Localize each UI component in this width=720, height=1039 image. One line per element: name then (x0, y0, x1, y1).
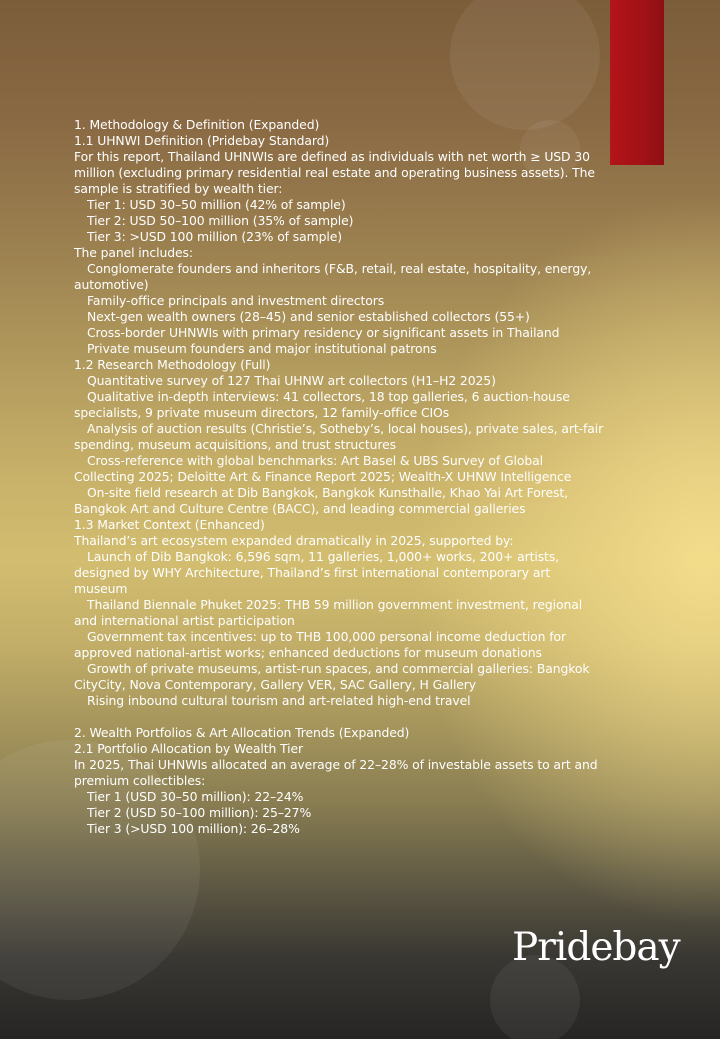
list-item: Next-gen wealth owners (28–45) and senior established collectors (55+) (87, 309, 530, 324)
list-item: Quantitative survey of 127 Thai UHNW art collectors (H1–H2 2025) (87, 373, 496, 388)
paragraph: Thailand’s art ecosystem expanded dramatically in 2025, supported by: (74, 533, 514, 548)
list-item: Tier 3 (>USD 100 million): 26–28% (87, 821, 300, 836)
section-heading: 2. Wealth Portfolios & Art Allocation Trends (Expanded) (74, 725, 410, 740)
list-item: Cross-reference with global benchmarks: Art Basel & UBS Survey of Global Collecting 2025; Deloitte Art & Finance Report 2025; Wealth-X UHNW Intelligence (74, 453, 572, 484)
list-item: Rising inbound cultural tourism and art-related high-end travel (87, 693, 471, 708)
list-item: Tier 1: USD 30–50 million (42% of sample) (87, 197, 346, 212)
accent-bar (610, 0, 664, 165)
list-item: Launch of Dib Bangkok: 6,596 sqm, 11 galleries, 1,000+ works, 200+ artists, designed by WHY Architecture, Thailand’s first international contemporary art museum (74, 549, 560, 596)
list-item: Qualitative in-depth interviews: 41 collectors, 18 top galleries, 6 auction-house specialists, 9 private museum directors, 12 family-office CIOs (74, 389, 570, 420)
section-spacer (74, 709, 604, 725)
subsection-title: 2.1 Portfolio Allocation by Wealth Tier (74, 741, 303, 756)
decorative-circle (450, 0, 600, 130)
list-item: Thailand Biennale Phuket 2025: THB 59 million government investment, regional and international artist participation (74, 597, 583, 628)
list-item: Analysis of auction results (Christie’s, Sotheby’s, local houses), private sales, art-fair spending, museum acquisitions, and trust structures (74, 421, 604, 452)
list-item: Tier 1 (USD 30–50 million): 22–24% (87, 789, 304, 804)
list-item: On-site field research at Dib Bangkok, Bangkok Kunsthalle, Khao Yai Art Forest, Bangkok Art and Culture Centre (BACC), and leading commercial galleries (74, 485, 568, 516)
report-body (74, 117, 604, 837)
list-item: Family-office principals and investment directors (87, 293, 385, 308)
list-item: Government tax incentives: up to THB 100,000 personal income deduction for approved national-artist works; enhanced deductions for museum donations (74, 629, 566, 660)
list-item: Cross-border UHNWIs with primary residency or significant assets in Thailand (87, 325, 560, 340)
subsection-title: 1.2 Research Methodology (Full) (74, 357, 271, 372)
list-item: Tier 2 (USD 50–100 million): 25–27% (87, 805, 312, 820)
paragraph: The panel includes: (74, 245, 193, 260)
paragraph: For this report, Thailand UHNWIs are defined as individuals with net worth ≥ USD 30 million (excluding primary residential real estate and operating business assets). The sample is stratified by wealth tier: (74, 149, 595, 196)
list-item: Growth of private museums, artist-run spaces, and commercial galleries: Bangkok CityCity, Nova Contemporary, Gallery VER, SAC Gallery, H Gallery (74, 661, 590, 692)
list-item: Conglomerate founders and inheritors (F&B, retail, real estate, hospitality, energy, automotive) (74, 261, 592, 292)
section-heading: 1. Methodology & Definition (Expanded) (74, 117, 320, 132)
list-item: Private museum founders and major institutional patrons (87, 341, 437, 356)
subsection-title: 1.3 Market Context (Enhanced) (74, 517, 265, 532)
pridebay-logo: Pridebay (512, 925, 680, 970)
subsection-title: 1.1 UHNWI Definition (Pridebay Standard) (74, 133, 330, 148)
list-item: Tier 2: USD 50–100 million (35% of sample) (87, 213, 354, 228)
list-item: Tier 3: >USD 100 million (23% of sample) (87, 229, 342, 244)
paragraph: In 2025, Thai UHNWIs allocated an average of 22–28% of investable assets to art and premium collectibles: (74, 757, 598, 788)
